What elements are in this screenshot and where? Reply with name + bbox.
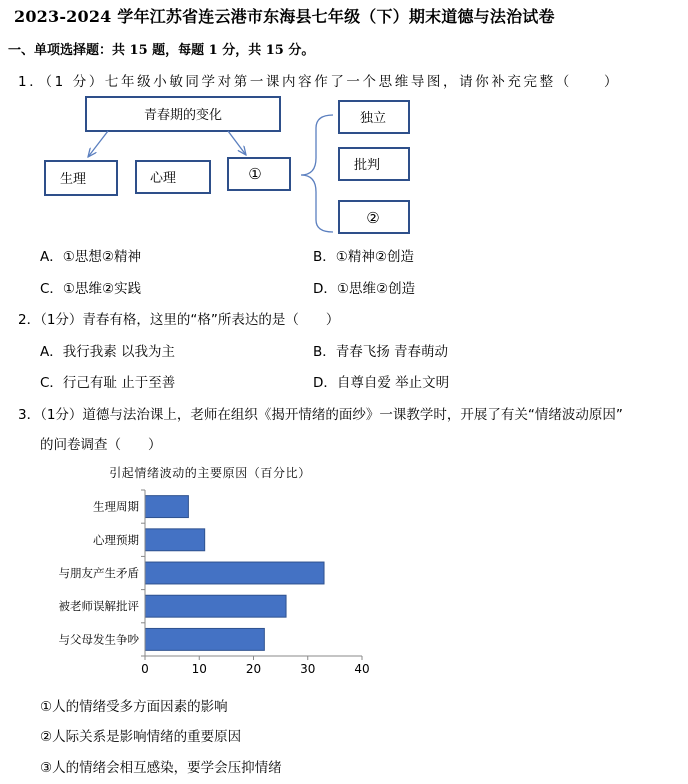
q1-option-c[interactable]: C．①思维②实践	[40, 281, 142, 297]
emotion-causes-chart	[30, 460, 390, 680]
exam-title: 2023-2024 学年江苏省连云港市东海县七年级（下）期末道德与法治试卷	[14, 7, 555, 26]
q2-option-c[interactable]: C．行己有耻 止于至善	[40, 375, 176, 391]
chart-x-tick-label: 30	[300, 662, 316, 676]
q3-statement-1: ①人的情绪受多方面因素的影响	[40, 699, 228, 715]
mindmap-psychological-text: 心理	[149, 171, 177, 186]
chart-x-tick-label: 0	[141, 662, 149, 676]
mindmap-brace	[301, 115, 333, 232]
chart-category-label: 被老师误解批评	[58, 599, 139, 614]
mindmap-blank2-text: ②	[366, 209, 380, 227]
chart-x-tick-label: 20	[245, 662, 262, 676]
chart-x-tick-label: 40	[354, 662, 370, 676]
q2-option-a[interactable]: A．我行我素 以我为主	[40, 344, 176, 360]
chart-x-tick-label: 10	[191, 662, 207, 676]
chart-category-label: 生理周期	[93, 499, 139, 514]
q2-option-d[interactable]: D．自尊自爱 举止文明	[313, 375, 450, 391]
mindmap-branch-a-text: 独立	[359, 111, 387, 126]
q2-option-b[interactable]: B．青春飞扬 青春萌动	[313, 344, 449, 360]
q1-option-a[interactable]: A．①思想②精神	[40, 249, 141, 265]
question-3-stem-line2: 的问卷调查（ ）	[40, 437, 162, 453]
chart-bar	[145, 562, 324, 584]
chart-category-label: 与朋友产生矛盾	[58, 566, 139, 580]
mindmap-arrow-right	[228, 131, 246, 155]
chart-bar	[145, 529, 205, 551]
mindmap-root-text: 青春期的变化	[143, 108, 223, 123]
mindmap-arrow-left	[88, 131, 108, 157]
mindmap-blank1-text: ①	[248, 165, 262, 183]
chart-category-label: 心理预期	[93, 532, 139, 547]
chart-bar	[145, 628, 264, 650]
mindmap-branch-b-text: 批判	[353, 158, 381, 173]
q1-option-b[interactable]: B．①精神②创造	[313, 249, 414, 265]
chart-bar	[145, 496, 188, 518]
mindmap-physical-text: 生理	[59, 172, 87, 187]
question-3-stem-line1: 3．（1分）道德与法治课上，老师在组织《揭开情绪的面纱》一课教学时，开展了有关“情绪波动原因”	[18, 407, 623, 423]
chart-bar	[145, 595, 286, 617]
q3-statement-3: ③人的情绪会相互感染，要学会压抑情绪	[40, 760, 282, 776]
question-1-stem: 1．（1 分）七年级小敏同学对第一课内容作了一个思维导图，请你补充完整（ ）	[18, 74, 621, 90]
chart-title: 引起情绪波动的主要原因（百分比）	[109, 466, 311, 480]
section-heading: 一、单项选择题：共 15 题，每题 1 分，共 15 分。	[8, 43, 315, 58]
question-2-stem: 2．（1分）青春有格，这里的“格”所表达的是（ ）	[18, 312, 340, 328]
q1-option-d[interactable]: D．①思维②创造	[313, 281, 416, 297]
chart-category-label: 与父母发生争吵	[58, 632, 139, 647]
q3-statement-2: ②人际关系是影响情绪的重要原因	[40, 729, 242, 745]
